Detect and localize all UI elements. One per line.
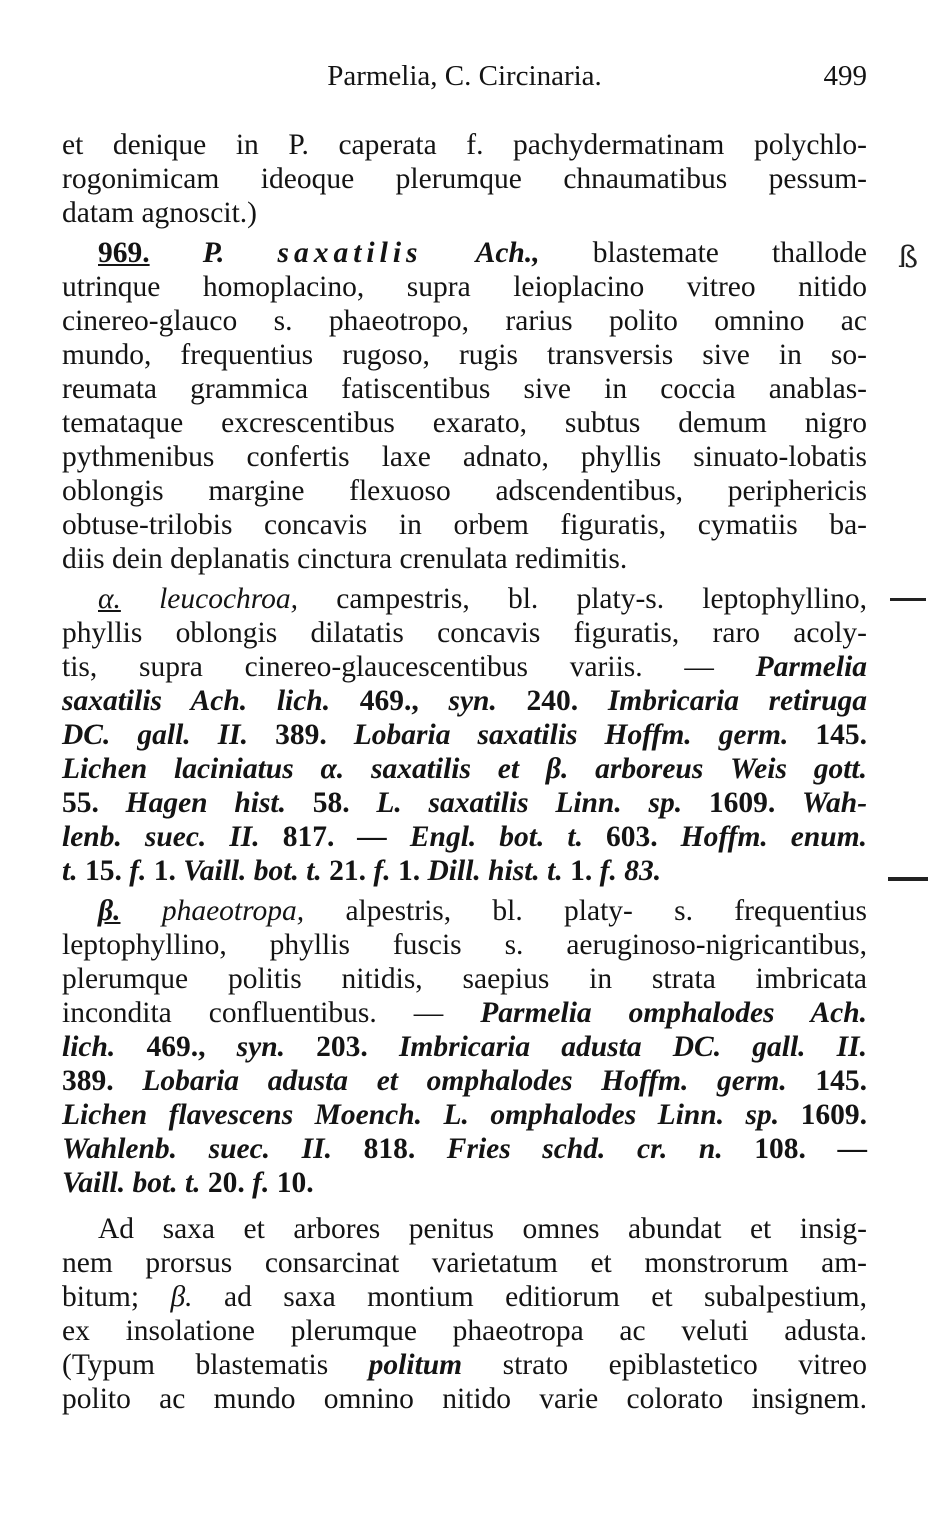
- citation: Weis gott.: [730, 753, 867, 785]
- text-line: [62, 786, 867, 820]
- citation: lich.: [62, 1031, 116, 1063]
- species-author: Ach.,: [475, 237, 540, 269]
- citation-number: 469.,: [146, 1031, 206, 1063]
- text-line: mundo, frequentius rugoso, rugis transversis sive in so-: [62, 339, 867, 371]
- citation: t.: [62, 855, 78, 887]
- citation: Vaill. bot. t.: [183, 855, 322, 887]
- citation-number: 108.: [754, 1133, 806, 1165]
- citation-number: 1609.: [800, 1099, 868, 1131]
- text-line: et denique in P. caperata f. pachydermatinam polychlo-: [62, 129, 867, 161]
- citation: Wahlenb. suec. II.: [62, 1133, 332, 1165]
- text-fragment: incondita confluentibus. —: [62, 997, 444, 1029]
- citation-number: 145.: [815, 719, 868, 751]
- text-fragment: strato epiblastetico vitreo: [502, 1349, 868, 1381]
- citation: Hagen hist.: [125, 787, 286, 819]
- text-line: plerumque politis nitidis, saepius in strata imbricata: [62, 963, 867, 995]
- text-line: [62, 1064, 867, 1098]
- citation: Lobaria saxatilis Hoffm. germ.: [353, 719, 789, 751]
- citation-number: 1.: [153, 855, 176, 887]
- citation: Vaill. bot. t.: [62, 1167, 201, 1199]
- text-line: leptophyllino, phyllis fuscis s. aeruginoso-nigricantibus,: [62, 929, 867, 961]
- citation-number: 240.: [526, 685, 579, 717]
- text-line: [62, 684, 867, 718]
- text-fragment: alpestris, bl. platy- s. frequentius: [345, 895, 868, 927]
- citation-number: 469.,: [359, 685, 419, 717]
- text-line: [62, 650, 867, 684]
- text-line: [62, 1132, 867, 1166]
- citation: Wah-: [802, 787, 868, 819]
- citation-number: 145.: [815, 1065, 868, 1097]
- citation-number: 1.: [398, 855, 421, 887]
- citation: saxatilis Ach. lich.: [62, 685, 331, 717]
- citation: Lichen flavescens Moench. L. omphalodes Linn. sp.: [62, 1099, 780, 1131]
- text-line: obtuse-trilobis concavis in orbem figuratis, cymatiis ba-: [62, 509, 867, 541]
- text-fragment: tis, supra cinereo-glaucescentibus variis. —: [62, 651, 714, 683]
- margin-dash-mark: [888, 877, 928, 881]
- citation-number: 20.: [207, 1167, 245, 1199]
- text-line: [62, 1098, 867, 1132]
- citation-number: 58.: [312, 787, 350, 819]
- text-line: cinereo-glauco s. phaeotropo, rarius polito omnino ac: [62, 305, 867, 337]
- species-epithet: saxatilis: [277, 237, 423, 269]
- text-line: [62, 752, 867, 786]
- text-line: [62, 996, 867, 1030]
- citation: Lobaria adusta et omphalodes Hoffm. germ.: [142, 1065, 787, 1097]
- text-line: nem prorsus consarcinat varietatum et monstrorum am-: [62, 1247, 867, 1279]
- text-line: [62, 1030, 867, 1064]
- page-number: 499: [823, 60, 867, 92]
- citation: Parmelia: [755, 651, 868, 683]
- species-heading-line: [98, 236, 867, 270]
- citation-number: 1609.: [708, 787, 776, 819]
- citation-number: 203.: [316, 1031, 368, 1063]
- text-line: [62, 718, 867, 752]
- text-fragment: bitum;: [62, 1281, 140, 1313]
- emphasis: politum: [368, 1349, 463, 1381]
- citation: Imbricaria adusta DC. gall. II.: [398, 1031, 868, 1063]
- header-title: Parmelia, C. Circinaria.: [327, 60, 602, 92]
- citation-number: 603.: [606, 821, 658, 853]
- citation-number: 389.: [62, 1065, 114, 1097]
- margin-annotation: ß: [898, 240, 919, 275]
- variety-beta-line: [98, 894, 867, 928]
- text-line: phyllis oblongis dilatatis concavis figuratis, raro acoly-: [62, 617, 867, 649]
- variety-alpha-label: α.: [98, 583, 121, 615]
- text-line: diis dein deplanatis cinctura crenulata redimitis.: [62, 543, 628, 575]
- text-line: datam agnoscit.): [62, 197, 257, 229]
- text-line: [62, 1280, 867, 1314]
- text-line: [62, 1348, 867, 1382]
- variety-alpha-name: leucochroa,: [159, 583, 299, 615]
- citation: — Engl. bot. t.: [357, 821, 583, 853]
- text-fragment: (Typum blastematis: [62, 1349, 329, 1381]
- text-line: [62, 820, 867, 854]
- text-line: temataque excrescentibus exarato, subtus demum nigro: [62, 407, 867, 439]
- variety-beta-label: β.: [98, 895, 121, 927]
- variety-alpha-line: [98, 582, 867, 616]
- text-line: pythmenibus confertis laxe adnato, phyllis sinuato-lobatis: [62, 441, 867, 473]
- citation-number: 21.: [329, 855, 367, 887]
- citation: Fries schd. cr. n.: [446, 1133, 723, 1165]
- text-line: Ad saxa et arbores penitus omnes abundat et insig-: [98, 1213, 867, 1245]
- variety-beta-name: phaeotropa,: [161, 895, 305, 927]
- citation: L. saxatilis Linn. sp.: [376, 787, 683, 819]
- citation: Dill. hist. t.: [427, 855, 563, 887]
- citation: syn.: [236, 1031, 285, 1063]
- text-line: utrinque homoplacino, supra leioplacino vitreo nitido: [62, 271, 867, 303]
- citation: lenb. suec. II.: [62, 821, 260, 853]
- citation-number: 15.: [84, 855, 122, 887]
- species-genus: P.: [202, 237, 225, 269]
- text-line: rogonimicam ideoque plerumque chnaumatibus pessum-: [62, 163, 867, 195]
- citation: f. 83.: [599, 855, 662, 887]
- text-fragment: campestris, bl. platy-s. leptophyllino,: [336, 583, 868, 615]
- citation: Hoffm. enum.: [680, 821, 868, 853]
- citation-number: 55.: [62, 787, 99, 819]
- text-line: ex insolatione plerumque phaeotropa ac veluti adusta.: [62, 1315, 867, 1347]
- citation: f.: [373, 855, 391, 887]
- text-line: oblongis margine flexuoso adscendentibus, periphericis: [62, 475, 867, 507]
- species-number: 969.: [98, 237, 150, 269]
- citation-number: 10.: [276, 1167, 314, 1199]
- citation: Parmelia omphalodes Ach.: [480, 997, 867, 1029]
- citation: Imbricaria retiruga: [607, 685, 867, 717]
- citation: Lichen laciniatus α. saxatilis et β.: [62, 753, 569, 785]
- citation: f.: [129, 855, 147, 887]
- citation-number: 389.: [275, 719, 327, 751]
- running-header: [62, 56, 867, 96]
- citation-number: 818.: [363, 1133, 416, 1165]
- citation: DC. gall. II.: [62, 719, 249, 751]
- dash: —: [837, 1133, 868, 1165]
- text-line: polito ac mundo omnino nitido varie colorato insignem.: [62, 1383, 867, 1415]
- citation: syn.: [448, 685, 497, 717]
- text-line: [62, 1166, 867, 1200]
- margin-dash-mark: [890, 598, 926, 601]
- citation-number: 817.: [282, 821, 335, 853]
- text-line: [62, 854, 867, 888]
- citation-number: 1.: [570, 855, 593, 887]
- species-description-start: blastemate thallode: [592, 237, 868, 269]
- citation: f.: [252, 1167, 270, 1199]
- text-fragment: ad saxa montium editiorum et subalpestium,: [224, 1281, 868, 1313]
- citation: arboreus: [595, 753, 704, 785]
- beta-reference: β.: [170, 1281, 193, 1313]
- text-line: reumata grammica fatiscentibus sive in coccia anablas-: [62, 373, 867, 405]
